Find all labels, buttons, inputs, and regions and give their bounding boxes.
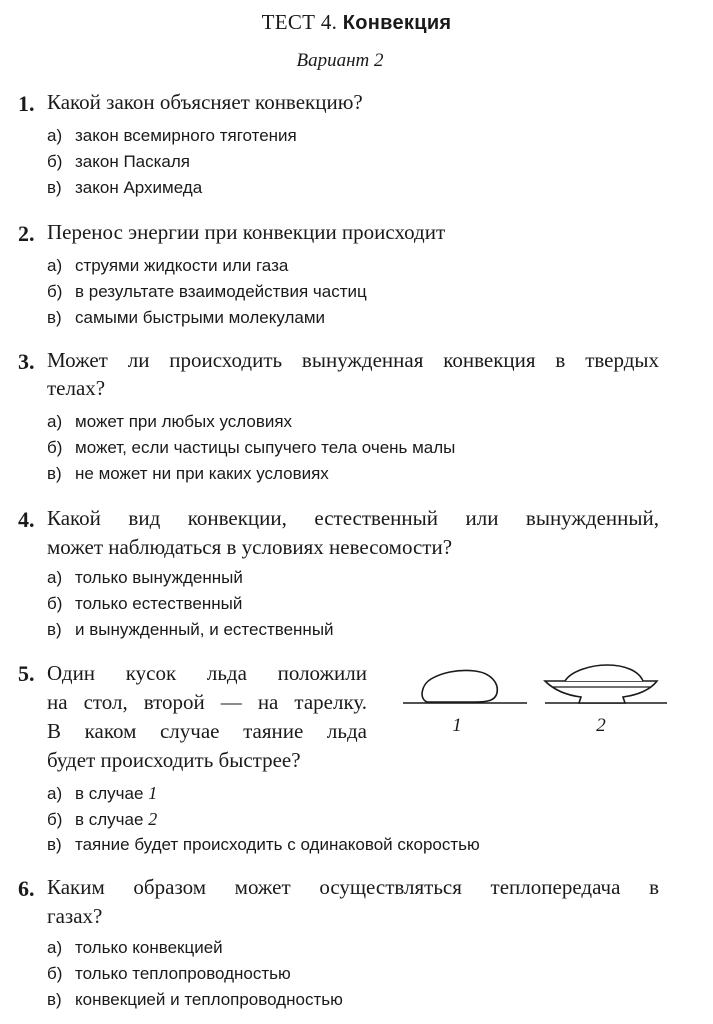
plate [545, 681, 657, 703]
answer-text: не может ни при каких условиях [75, 464, 329, 483]
question-text-line-2: телах? [47, 376, 106, 400]
answer-text: только конвекцией [75, 938, 223, 957]
answer-letter: а) [47, 412, 63, 431]
answer-option [47, 279, 367, 306]
answer-text: в случае [75, 810, 144, 829]
answer-letter: в) [47, 308, 62, 327]
answer-letter: а) [47, 568, 63, 587]
question-number: 2. [18, 221, 35, 246]
answer-option [47, 780, 157, 808]
question-text-line-3: В каком случае таяние льда [47, 719, 367, 743]
question-number: 1. [18, 91, 35, 116]
answer-case-number: 1 [148, 783, 158, 803]
answer-option [47, 806, 157, 834]
answer-option [47, 565, 243, 592]
test-prefix: ТЕСТ 4. [261, 10, 338, 34]
answer-option [47, 617, 334, 644]
answer-option [47, 961, 291, 988]
answer-letter: б) [47, 810, 63, 829]
answer-option [47, 175, 202, 202]
question-text-line-1: Может ли происходить вынужденная конвекция в твердых [47, 348, 659, 372]
answer-option [47, 253, 288, 280]
answer-letter: в) [47, 464, 62, 483]
answer-letter: а) [47, 126, 63, 145]
question-text-line-1: Один кусок льда положили [47, 661, 367, 685]
answer-letter: б) [47, 282, 63, 301]
answer-option [47, 461, 329, 488]
question-text-line-1: Каким образом может осуществляться теплопередача в [47, 875, 659, 899]
answer-option [47, 591, 242, 618]
answer-text: закон Архимеда [75, 178, 203, 197]
answer-option [47, 987, 343, 1014]
answer-option [47, 435, 455, 462]
ice-on-table [403, 670, 527, 735]
answer-letter: а) [47, 784, 63, 803]
answer-letter: а) [47, 256, 63, 275]
answer-text: струями жидкости или газа [75, 256, 289, 275]
answer-text: конвекцией и теплопроводностью [75, 990, 343, 1009]
answer-option [47, 935, 223, 962]
question-number: 3. [18, 349, 35, 374]
ice-figure [395, 655, 670, 735]
answer-letter: в) [47, 990, 62, 1009]
answer-letter: б) [47, 964, 63, 983]
answer-letter: а) [47, 938, 63, 957]
test-topic: Конвекция [342, 12, 452, 34]
answer-text: таяние будет происходить с одинаковой скоростью [75, 835, 480, 854]
question-text-line-2: может наблюдаться в условиях невесомости? [47, 535, 453, 559]
answer-text: может, если частицы сыпучего тела очень малы [75, 438, 456, 457]
question-number: 5. [18, 661, 35, 686]
answer-letter: в) [47, 835, 62, 854]
answer-letter: б) [47, 594, 63, 613]
answer-option [47, 305, 325, 332]
test-title [0, 10, 713, 35]
answer-text: только вынужденный [75, 568, 243, 587]
question-number: 6. [18, 876, 35, 901]
answer-text: в случае [75, 784, 144, 803]
ice-piece-1 [422, 670, 497, 702]
question-text-line-2: газах? [47, 904, 103, 928]
question-number: 4. [18, 507, 35, 532]
answer-letter: б) [47, 438, 63, 457]
answer-option [47, 149, 190, 176]
question-text-line-4: будет происходить быстрее? [47, 748, 301, 772]
answer-text: закон Паскаля [75, 152, 191, 171]
figure-label-1: 1 [452, 715, 462, 735]
answer-option [47, 409, 292, 436]
answer-text: и вынужденный, и естественный [75, 620, 334, 639]
variant-label: Вариант 2 [296, 50, 384, 71]
answer-case-number: 2 [148, 809, 158, 829]
answer-letter: б) [47, 152, 63, 171]
answer-letter: в) [47, 620, 62, 639]
answer-letter: в) [47, 178, 62, 197]
ice-piece-2 [565, 665, 643, 681]
answer-text: самыми быстрыми молекулами [75, 308, 326, 327]
question-text: Перенос энергии при конвекции происходит [47, 220, 446, 244]
answer-text: только естественный [75, 594, 243, 613]
answer-text: в результате взаимодействия частиц [75, 282, 367, 301]
answer-option [47, 832, 480, 859]
ice-on-plate [545, 665, 667, 735]
answer-text: закон всемирного тяготения [75, 126, 297, 145]
answer-option [47, 123, 297, 150]
question-text: Какой закон объясняет конвекцию? [47, 90, 363, 114]
question-text-line-2: на стол, второй — на тарелку. [47, 690, 367, 714]
answer-text: может при любых условиях [75, 412, 293, 431]
answer-text: только теплопроводностью [75, 964, 291, 983]
question-text-line-1: Какой вид конвекции, естественный или вынужденный, [47, 506, 659, 530]
figure-label-2: 2 [596, 715, 606, 735]
